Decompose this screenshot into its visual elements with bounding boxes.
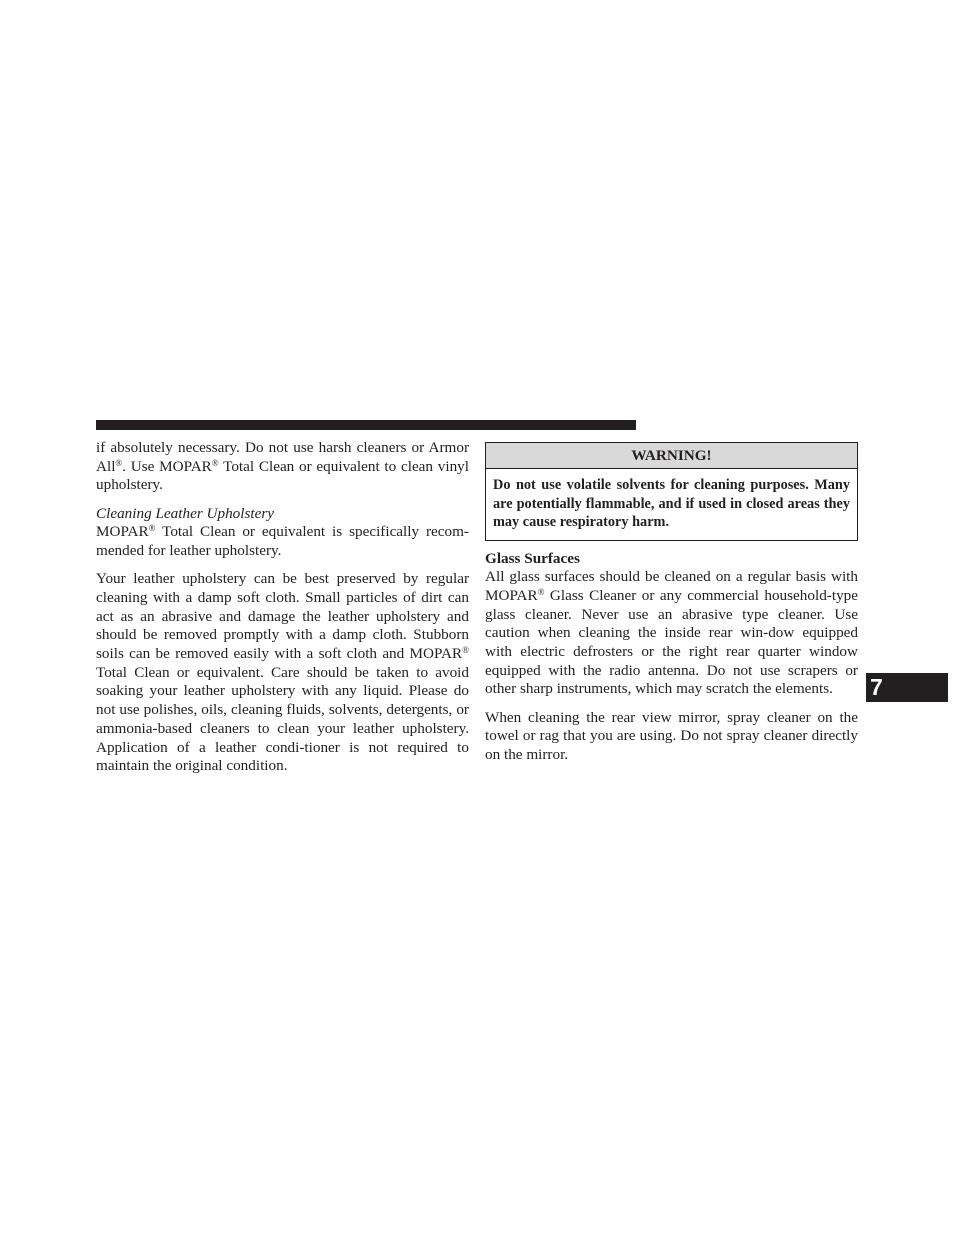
- leather-care-paragraph: Your leather upholstery can be best preserved by regular cleaning with a damp soft cloth. Small particles of dirt can act as an abrasive and damage the leather upholstery and should be removed promptly with a damp cloth. Stubborn soils can be removed easily with a soft cloth and MOPAR® Total Clean or equivalent. Care should be taken to avoid soaking your leather upholstery with any liquid. Please do not use polishes, oils, cleaning fluids, solvents, detergents, or ammonia-based cleaners to clean your leather upholstery. Application of a leather condi-tioner is not required to maintain the original condition.: [96, 570, 469, 775]
- registered-mark: ®: [115, 457, 123, 468]
- section-number: 7: [870, 674, 883, 700]
- mirror-paragraph: When cleaning the rear view mirror, spray cleaner on the towel or rag that you are using. Do not spray cleaner directly on the mirror.: [485, 708, 858, 764]
- section-tab: [866, 673, 948, 702]
- registered-mark: ®: [148, 523, 156, 534]
- right-column: [485, 442, 858, 765]
- warning-text: Do not use volatile solvents for cleaning purposes. Many are potentially flammable, and if used in closed areas they may cause respiratory harm.: [493, 477, 850, 530]
- header-rule: [96, 420, 636, 430]
- glass-heading: Glass Surfaces: [485, 549, 580, 567]
- registered-mark: ®: [462, 645, 469, 656]
- warning-title: WARNING!: [486, 443, 857, 469]
- left-column: [96, 439, 469, 776]
- leather-intro-paragraph: Cleaning Leather Upholstery MOPAR® Total Clean or equivalent is specifically recom-mended for leather upholstery.: [96, 504, 469, 560]
- glass-paragraph: Glass Surfaces All glass surfaces should be cleaned on a regular basis with MOPAR® Glass Cleaner or any commercial household-type glass cleaner. Never use an abrasive type cleaner. Use caution when cleaning the inside rear win-dow equipped with electric defrosters or the right rear quarter window equipped with the radio antenna. Do not use scrapers or other sharp instruments, which may scratch the elements.: [485, 549, 858, 698]
- registered-mark: ®: [211, 457, 219, 468]
- vinyl-paragraph: if absolutely necessary. Do not use harsh cleaners or Armor All®. Use MOPAR® Total Clean or equivalent to clean vinyl upholstery.: [96, 439, 469, 494]
- registered-mark: ®: [537, 586, 545, 597]
- leather-heading: Cleaning Leather Upholstery: [96, 504, 275, 522]
- warning-box: [485, 442, 858, 541]
